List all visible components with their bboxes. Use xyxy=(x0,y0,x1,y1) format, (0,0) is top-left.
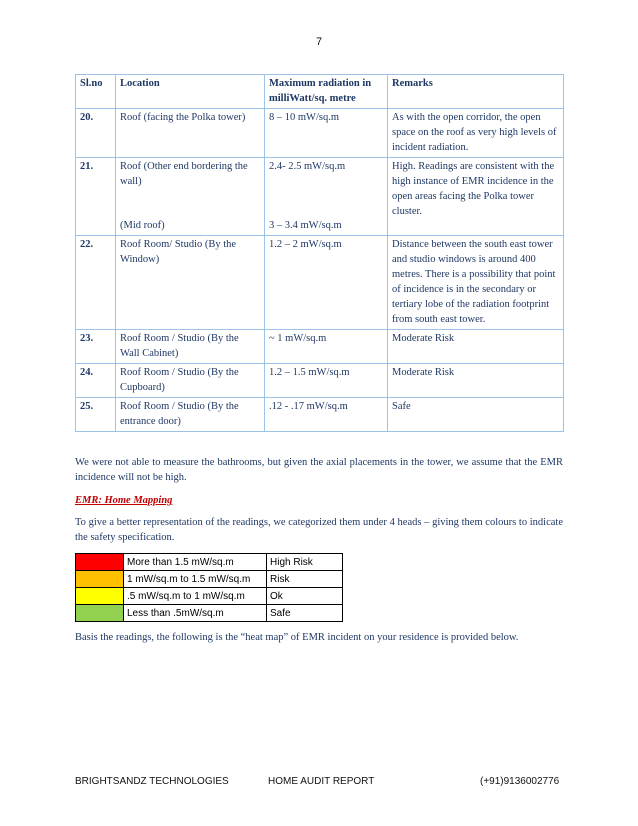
footer-phone: (+91)9136002776 xyxy=(480,776,560,787)
row-sl: 23. xyxy=(76,330,116,364)
row-location: Roof Room / Studio (By the Wall Cabinet) xyxy=(116,330,265,364)
header-radiation: Maximum radiation in milliWatt/sq. metre xyxy=(265,75,388,109)
row-remarks: Moderate Risk xyxy=(388,330,564,364)
bathroom-note: We were not able to measure the bathrooms, but given the axial placements in the tower, we assume that the EMR incidence will not be high. xyxy=(75,457,563,483)
legend-range: .5 mW/sq.m to 1 mW/sq.m xyxy=(124,588,267,605)
row-remarks: Safe xyxy=(388,398,564,432)
risk-legend-table xyxy=(75,553,343,622)
row-remarks: High. Readings are consistent with the high instance of EMR incidence in the open areas facing the Polka tower cluster. xyxy=(388,158,564,236)
table-row xyxy=(76,364,564,398)
table-row xyxy=(76,236,564,330)
row-radiation: 2.4- 2.5 mW/sq.m xyxy=(269,161,346,172)
row-radiation-secondary: 3 – 3.4 mW/sq.m xyxy=(269,220,342,231)
row-sl: 25. xyxy=(76,398,116,432)
legend-swatch xyxy=(76,605,124,622)
legend-row xyxy=(76,571,343,588)
header-remarks: Remarks xyxy=(388,75,564,109)
legend-label: Risk xyxy=(267,571,343,588)
section-heading: EMR: Home Mapping xyxy=(75,495,173,506)
row-sl: 22. xyxy=(76,236,116,330)
table-row xyxy=(76,158,564,236)
row-location: Roof Room / Studio (By the entrance door) xyxy=(116,398,265,432)
table-row xyxy=(76,398,564,432)
row-sl: 24. xyxy=(76,364,116,398)
footer-company: BRIGHTSANDZ TECHNOLOGIES xyxy=(75,776,229,787)
legend-range: More than 1.5 mW/sq.m xyxy=(124,554,267,571)
categorization-paragraph: To give a better representation of the readings, we categorized them under 4 heads – giving them colours to indicate the safety specification. xyxy=(75,517,563,543)
legend-row xyxy=(76,588,343,605)
page-number: 7 xyxy=(315,36,323,48)
row-location-cell xyxy=(116,158,265,236)
footer-title: HOME AUDIT REPORT xyxy=(268,776,375,787)
row-remarks: Distance between the south east tower and studio windows is around 400 metres. There is a possibility that point of incidence is in the secondary or tertiary lobe of the radiation footprint from south east tower. xyxy=(388,236,564,330)
legend-label: Safe xyxy=(267,605,343,622)
row-location: Roof (Other end bordering the wall) xyxy=(120,161,248,187)
legend-label: High Risk xyxy=(267,554,343,571)
legend-range: Less than .5mW/sq.m xyxy=(124,605,267,622)
row-radiation: ~ 1 mW/sq.m xyxy=(265,330,388,364)
header-sl: Sl.no xyxy=(76,75,116,109)
legend-row xyxy=(76,605,343,622)
legend-label: Ok xyxy=(267,588,343,605)
row-radiation: 1.2 – 2 mW/sq.m xyxy=(265,236,388,330)
row-location: Roof Room/ Studio (By the Window) xyxy=(116,236,265,330)
row-location: Roof (facing the Polka tower) xyxy=(116,109,265,158)
row-remarks: Moderate Risk xyxy=(388,364,564,398)
legend-row xyxy=(76,554,343,571)
row-radiation: 1.2 – 1.5 mW/sq.m xyxy=(265,364,388,398)
table-row xyxy=(76,109,564,158)
legend-range: 1 mW/sq.m to 1.5 mW/sq.m xyxy=(124,571,267,588)
row-remarks: As with the open corridor, the open space on the roof as very high levels of incident radiation. xyxy=(388,109,564,158)
legend-swatch xyxy=(76,554,124,571)
row-radiation: .12 - .17 mW/sq.m xyxy=(265,398,388,432)
table-row xyxy=(76,330,564,364)
legend-swatch xyxy=(76,588,124,605)
table-header-row xyxy=(76,75,564,109)
heatmap-intro-paragraph: Basis the readings, the following is the “heat map” of EMR incident on your residence is provided below. xyxy=(75,632,519,643)
row-sl: 20. xyxy=(76,109,116,158)
header-location: Location xyxy=(116,75,265,109)
row-sl: 21. xyxy=(76,158,116,236)
row-location-secondary: (Mid roof) xyxy=(120,220,165,231)
legend-swatch xyxy=(76,571,124,588)
row-radiation-cell xyxy=(265,158,388,236)
row-location: Roof Room / Studio (By the Cupboard) xyxy=(116,364,265,398)
row-radiation: 8 – 10 mW/sq.m xyxy=(265,109,388,158)
radiation-table xyxy=(75,74,564,432)
